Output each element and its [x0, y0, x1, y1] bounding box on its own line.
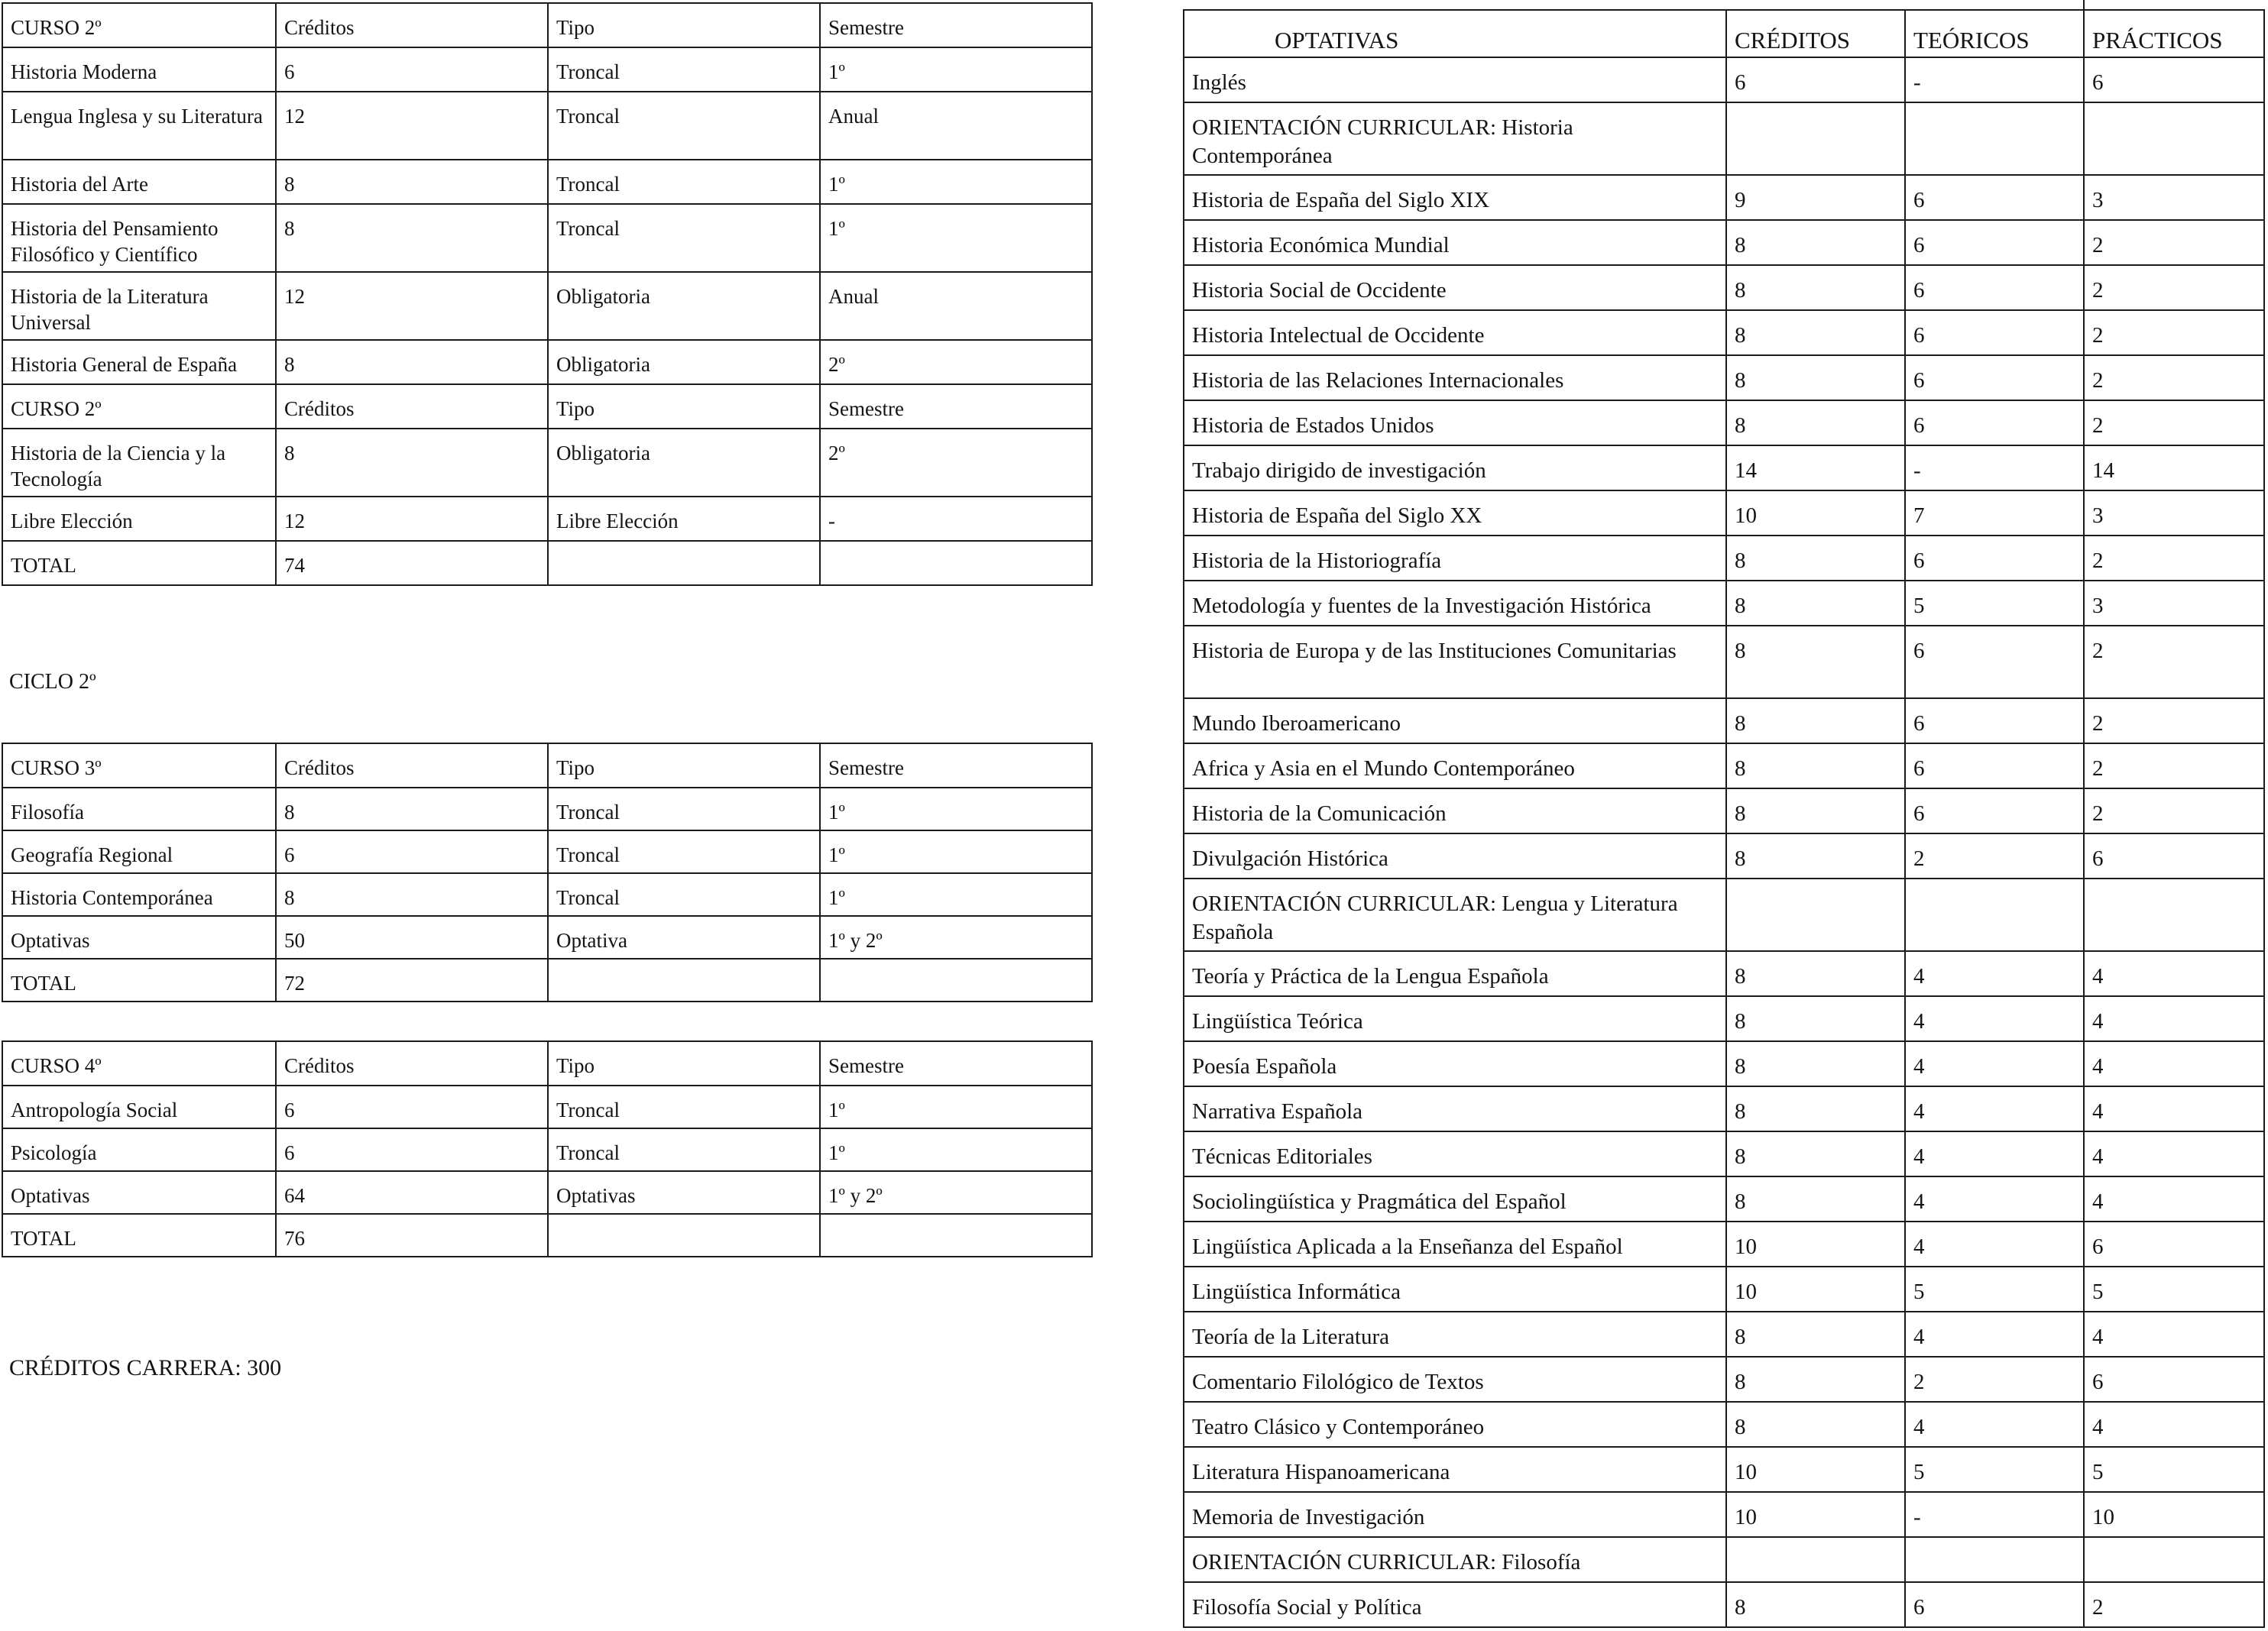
- table-cell: Optativas: [2, 1171, 276, 1214]
- table-row: [2, 1128, 1092, 1171]
- table-cell: ORIENTACIÓN CURRICULAR: Filosofía: [1184, 1537, 1726, 1582]
- table-cell: 4: [1905, 1312, 2084, 1357]
- table-cell: Semestre: [820, 743, 1092, 788]
- table-row: [1184, 1357, 2264, 1402]
- table-row: [1184, 1492, 2264, 1537]
- table-cell: Troncal: [548, 1086, 820, 1128]
- table-cell: 8: [1726, 1402, 1905, 1447]
- table-cell: 50: [276, 916, 548, 959]
- table-row: [1184, 490, 2264, 536]
- table-cell: 1º: [820, 1086, 1092, 1128]
- table-cell: CURSO 2º: [2, 384, 276, 429]
- table-cell: 6: [1905, 355, 2084, 400]
- table-cell: Historia Contemporánea: [2, 873, 276, 916]
- table-cell: 8: [276, 204, 548, 272]
- table-cell: 4: [1905, 951, 2084, 996]
- table-header-row: [1184, 10, 2264, 57]
- table-row: [1184, 1131, 2264, 1176]
- table-cell: [820, 1214, 1092, 1257]
- table-cell: Historia Económica Mundial: [1184, 220, 1726, 265]
- table-row: [1184, 445, 2264, 490]
- table-cell: [548, 541, 820, 585]
- table-row: [2, 830, 1092, 873]
- table-cell: Historia de España del Siglo XIX: [1184, 175, 1726, 220]
- table-row: [2, 340, 1092, 384]
- table-cell: 6: [1905, 400, 2084, 445]
- table-cell: 2: [1905, 833, 2084, 879]
- table-cell: 6: [276, 47, 548, 92]
- table-cell: Teatro Clásico y Contemporáneo: [1184, 1402, 1726, 1447]
- table-cell: 3: [2084, 490, 2264, 536]
- table-cell: 12: [276, 92, 548, 160]
- table-cell: 14: [1726, 445, 1905, 490]
- ciclo-heading: CICLO 2º: [9, 670, 96, 694]
- header-cell-optativas: OPTATIVAS: [1184, 10, 1726, 57]
- table-cell: Obligatoria: [548, 429, 820, 497]
- table-cell: 1º: [820, 788, 1092, 830]
- table-cell: 8: [1726, 220, 1905, 265]
- table-cell: CURSO 2º: [2, 3, 276, 47]
- table-cell: ORIENTACIÓN CURRICULAR: Historia Contemporánea: [1184, 102, 1726, 175]
- table-cell: CURSO 3º: [2, 743, 276, 788]
- table-row: [1184, 220, 2264, 265]
- table-cell: Historia Intelectual de Occidente: [1184, 310, 1726, 355]
- table-cell: 2: [2084, 355, 2264, 400]
- table-cell: 3: [2084, 175, 2264, 220]
- table-cell: 4: [2084, 1176, 2264, 1222]
- table-cell: Troncal: [548, 47, 820, 92]
- table-cell: 2: [2084, 743, 2264, 788]
- table-cell: 8: [1726, 1086, 1905, 1131]
- table-cell: 12: [276, 497, 548, 541]
- table-cell: 2: [2084, 400, 2264, 445]
- table-cell: 7: [1905, 490, 2084, 536]
- table-cell: 74: [276, 541, 548, 585]
- table-cell: 6: [1905, 265, 2084, 310]
- table-cell: ORIENTACIÓN CURRICULAR: Lengua y Literatura Española: [1184, 879, 1726, 951]
- table-row: [2, 47, 1092, 92]
- table-cell: Semestre: [820, 3, 1092, 47]
- table-cell: 8: [1726, 833, 1905, 879]
- table-cell: [1905, 879, 2084, 951]
- table-cell: [548, 1214, 820, 1257]
- table-cell: -: [1905, 445, 2084, 490]
- table-row: [2, 497, 1092, 541]
- table-row: [1184, 996, 2264, 1041]
- table-cell: Metodología y fuentes de la Investigación Histórica: [1184, 581, 1726, 626]
- table-cell: 14: [2084, 445, 2264, 490]
- table-cell: 6: [2084, 1222, 2264, 1267]
- table-cell: -: [1905, 1492, 2084, 1537]
- table-cell: Lingüística Aplicada a la Enseñanza del Español: [1184, 1222, 1726, 1267]
- table-cell: 1º: [820, 1128, 1092, 1171]
- curso-3-table: [2, 743, 1093, 1002]
- table-row: [1184, 743, 2264, 788]
- table-cell: 8: [1726, 1357, 1905, 1402]
- total-row: [2, 541, 1092, 585]
- table-row: [1184, 310, 2264, 355]
- table-cell: 4: [2084, 1402, 2264, 1447]
- table-cell: 1º: [820, 47, 1092, 92]
- table-cell: 1º y 2º: [820, 1171, 1092, 1214]
- table-cell: Historia de la Ciencia y la Tecnología: [2, 429, 276, 497]
- table-cell: Créditos: [276, 3, 548, 47]
- table-row: [1184, 833, 2264, 879]
- table-cell: 8: [1726, 743, 1905, 788]
- table-cell: Africa y Asia en el Mundo Contemporáneo: [1184, 743, 1726, 788]
- table-cell: Mundo Iberoamericano: [1184, 698, 1726, 743]
- table-cell: 4: [1905, 1086, 2084, 1131]
- table-cell: 6: [2084, 1357, 2264, 1402]
- table-row: [1184, 355, 2264, 400]
- table-cell: 8: [1726, 1312, 1905, 1357]
- table-row: [1184, 951, 2264, 996]
- table-cell: CURSO 4º: [2, 1041, 276, 1086]
- table-cell: Historia de las Relaciones Internacionales: [1184, 355, 1726, 400]
- table-cell: 2: [2084, 1582, 2264, 1627]
- table-cell: Libre Elección: [2, 497, 276, 541]
- table-cell: 10: [1726, 1447, 1905, 1492]
- table-cell: 8: [1726, 310, 1905, 355]
- table-cell: Troncal: [548, 204, 820, 272]
- table-cell: Créditos: [276, 384, 548, 429]
- table-cell: 1º: [820, 830, 1092, 873]
- section-row: [1184, 1537, 2264, 1582]
- table-cell: 8: [1726, 951, 1905, 996]
- header-cell-teoricos: TEÓRICOS: [1905, 10, 2084, 57]
- table-row: [1184, 788, 2264, 833]
- table-cell: Filosofía Social y Política: [1184, 1582, 1726, 1627]
- table-cell: 8: [1726, 400, 1905, 445]
- table-row: [1184, 581, 2264, 626]
- optativas-table: [1183, 9, 2265, 1628]
- table-cell: Filosofía: [2, 788, 276, 830]
- table-cell: -: [1905, 57, 2084, 102]
- table-cell: 6: [276, 1086, 548, 1128]
- table-cell: Optativa: [548, 916, 820, 959]
- table-cell: 2: [1905, 1357, 2084, 1402]
- table-row: [1184, 626, 2264, 698]
- table-header-row: [2, 1041, 1092, 1086]
- table-cell: 8: [1726, 1131, 1905, 1176]
- table-cell: Anual: [820, 92, 1092, 160]
- table-cell: TOTAL: [2, 541, 276, 585]
- table-cell: 76: [276, 1214, 548, 1257]
- table-cell: 1º: [820, 204, 1092, 272]
- table-row: [2, 429, 1092, 497]
- table-row: [1184, 698, 2264, 743]
- table-row: [1184, 1447, 2264, 1492]
- table-cell: [548, 959, 820, 1002]
- table-cell: 6: [1905, 626, 2084, 698]
- table-cell: 4: [1905, 1176, 2084, 1222]
- table-cell: 6: [1905, 698, 2084, 743]
- table-cell: 5: [2084, 1447, 2264, 1492]
- table-cell: 6: [2084, 833, 2264, 879]
- table-cell: Historia de la Comunicación: [1184, 788, 1726, 833]
- table-cell: 4: [1905, 1402, 2084, 1447]
- table-row: [1184, 265, 2264, 310]
- table-cell: 4: [2084, 996, 2264, 1041]
- table-cell: Historia Social de Occidente: [1184, 265, 1726, 310]
- table-row: [2, 788, 1092, 830]
- table-cell: Trabajo dirigido de investigación: [1184, 445, 1726, 490]
- table-row: [2, 1086, 1092, 1128]
- curso-4-table: [2, 1040, 1093, 1257]
- table-cell: 6: [276, 1128, 548, 1171]
- table-cell: Optativas: [2, 916, 276, 959]
- table-row: [1184, 1582, 2264, 1627]
- table-cell: Optativas: [548, 1171, 820, 1214]
- table-row: [1184, 57, 2264, 102]
- table-cell: TOTAL: [2, 959, 276, 1002]
- table-cell: 3: [2084, 581, 2264, 626]
- table-cell: 8: [1726, 581, 1905, 626]
- table-cell: Historia del Arte: [2, 160, 276, 204]
- table-row: [2, 204, 1092, 272]
- table-cell: [1905, 1537, 2084, 1582]
- table-cell: 8: [1726, 355, 1905, 400]
- table-cell: 10: [1726, 490, 1905, 536]
- table-row: [2, 873, 1092, 916]
- table-cell: 12: [276, 272, 548, 340]
- table-cell: 4: [1905, 996, 2084, 1041]
- table-row: [2, 92, 1092, 160]
- table-cell: 6: [1726, 57, 1905, 102]
- table-cell: 4: [2084, 1312, 2264, 1357]
- table-cell: 1º y 2º: [820, 916, 1092, 959]
- table-cell: Memoria de Investigación: [1184, 1492, 1726, 1537]
- table-cell: 6: [2084, 57, 2264, 102]
- table-cell: Historia del Pensamiento Filosófico y Científico: [2, 204, 276, 272]
- table-cell: 8: [1726, 788, 1905, 833]
- table-cell: Narrativa Española: [1184, 1086, 1726, 1131]
- table-cell: Troncal: [548, 160, 820, 204]
- table-row: [1184, 400, 2264, 445]
- table-cell: [820, 541, 1092, 585]
- table-cell: Lingüística Informática: [1184, 1267, 1726, 1312]
- table-cell: Troncal: [548, 1128, 820, 1171]
- table-cell: [820, 959, 1092, 1002]
- table-cell: -: [820, 497, 1092, 541]
- table-cell: 6: [1905, 220, 2084, 265]
- table-row: [2, 916, 1092, 959]
- table-cell: 2: [2084, 788, 2264, 833]
- table-cell: 2º: [820, 340, 1092, 384]
- header-cell-practicos: PRÁCTICOS: [2084, 10, 2264, 57]
- table-cell: Historia de Europa y de las Instituciones Comunitarias: [1184, 626, 1726, 698]
- table-cell: 8: [1726, 1582, 1905, 1627]
- table-cell: 2: [2084, 536, 2264, 581]
- table-cell: 8: [276, 873, 548, 916]
- table-cell: 2: [2084, 220, 2264, 265]
- table-cell: 5: [1905, 1447, 2084, 1492]
- table-cell: Teoría y Práctica de la Lengua Española: [1184, 951, 1726, 996]
- table-cell: 4: [2084, 1041, 2264, 1086]
- table-cell: Troncal: [548, 830, 820, 873]
- table-cell: 8: [1726, 626, 1905, 698]
- table-cell: 6: [1905, 175, 2084, 220]
- table-cell: 6: [276, 830, 548, 873]
- table-cell: 5: [1905, 1267, 2084, 1312]
- table-cell: Técnicas Editoriales: [1184, 1131, 1726, 1176]
- table-cell: 2: [2084, 626, 2264, 698]
- table-row: [1184, 1176, 2264, 1222]
- table-cell: Sociolingüística y Pragmática del Español: [1184, 1176, 1726, 1222]
- table-row: [1184, 1312, 2264, 1357]
- table-cell: Semestre: [820, 1041, 1092, 1086]
- table-cell: Tipo: [548, 384, 820, 429]
- table-cell: Comentario Filológico de Textos: [1184, 1357, 1726, 1402]
- table-cell: 6: [1905, 536, 2084, 581]
- table-cell: Poesía Española: [1184, 1041, 1726, 1086]
- table-row: [2, 160, 1092, 204]
- table-cell: Historia General de España: [2, 340, 276, 384]
- table-cell: 9: [1726, 175, 1905, 220]
- table-cell: 4: [2084, 1086, 2264, 1131]
- table-cell: 6: [1905, 743, 2084, 788]
- table-cell: [1726, 1537, 1905, 1582]
- table-cell: Geografía Regional: [2, 830, 276, 873]
- table-cell: Historia de la Literatura Universal: [2, 272, 276, 340]
- table-header-row: [2, 3, 1092, 47]
- section-row: [1184, 102, 2264, 175]
- table-cell: Tipo: [548, 743, 820, 788]
- table-cell: TOTAL: [2, 1214, 276, 1257]
- table-cell: [2084, 1537, 2264, 1582]
- table-cell: 8: [276, 160, 548, 204]
- total-row: [2, 1214, 1092, 1257]
- total-row: [2, 959, 1092, 1002]
- table-cell: 2: [2084, 265, 2264, 310]
- table-cell: 4: [1905, 1222, 2084, 1267]
- table-cell: [1905, 102, 2084, 175]
- curso-2-table: [2, 2, 1093, 586]
- table-row: [1184, 1041, 2264, 1086]
- table-cell: Obligatoria: [548, 340, 820, 384]
- table-cell: 10: [1726, 1492, 1905, 1537]
- table-cell: 10: [1726, 1267, 1905, 1312]
- table-cell: 6: [1905, 310, 2084, 355]
- table-cell: 6: [1905, 788, 2084, 833]
- table-cell: 4: [2084, 1131, 2264, 1176]
- table-cell: 6: [1905, 1582, 2084, 1627]
- table-cell: 2: [2084, 310, 2264, 355]
- table-cell: Historia Moderna: [2, 47, 276, 92]
- table-cell: 8: [276, 429, 548, 497]
- table-header-row: [2, 384, 1092, 429]
- table-cell: 8: [1726, 996, 1905, 1041]
- table-cell: Inglés: [1184, 57, 1726, 102]
- table-cell: Lengua Inglesa y su Literatura: [2, 92, 276, 160]
- table-cell: Semestre: [820, 384, 1092, 429]
- table-row: [1184, 1222, 2264, 1267]
- table-cell: Literatura Hispanoamericana: [1184, 1447, 1726, 1492]
- table-row: [1184, 536, 2264, 581]
- table-cell: Antropología Social: [2, 1086, 276, 1128]
- table-cell: Historia de Estados Unidos: [1184, 400, 1726, 445]
- table-cell: 10: [1726, 1222, 1905, 1267]
- header-cell-creditos: CRÉDITOS: [1726, 10, 1905, 57]
- table-cell: Créditos: [276, 1041, 548, 1086]
- table-cell: Obligatoria: [548, 272, 820, 340]
- table-cell: 2º: [820, 429, 1092, 497]
- table-cell: 2: [2084, 698, 2264, 743]
- section-row: [1184, 879, 2264, 951]
- table-cell: 5: [1905, 581, 2084, 626]
- table-cell: Divulgación Histórica: [1184, 833, 1726, 879]
- table-cell: 4: [1905, 1041, 2084, 1086]
- total-credits-text: CRÉDITOS CARRERA: 300: [9, 1355, 282, 1380]
- table-row: [1184, 1267, 2264, 1312]
- table-row: [2, 1171, 1092, 1214]
- table-cell: Tipo: [548, 1041, 820, 1086]
- table-cell: 8: [276, 340, 548, 384]
- table-cell: 8: [1726, 536, 1905, 581]
- table-cell: 10: [2084, 1492, 2264, 1537]
- table-cell: Teoría de la Literatura: [1184, 1312, 1726, 1357]
- table-cell: Anual: [820, 272, 1092, 340]
- table-row: [1184, 175, 2264, 220]
- table-cell: 4: [2084, 951, 2264, 996]
- table-row: [2, 272, 1092, 340]
- table-cell: 1º: [820, 873, 1092, 916]
- table-cell: 1º: [820, 160, 1092, 204]
- table-cell: 8: [276, 788, 548, 830]
- table-cell: 8: [1726, 1176, 1905, 1222]
- table-cell: [2084, 879, 2264, 951]
- table-cell: Historia de la Historiografía: [1184, 536, 1726, 581]
- table-cell: [1726, 102, 1905, 175]
- table-cell: Troncal: [548, 788, 820, 830]
- table-cell: 8: [1726, 1041, 1905, 1086]
- table-cell: Troncal: [548, 873, 820, 916]
- table-cell: 8: [1726, 698, 1905, 743]
- table-cell: Lingüística Teórica: [1184, 996, 1726, 1041]
- table-cell: 5: [2084, 1267, 2264, 1312]
- table-cell: 4: [1905, 1131, 2084, 1176]
- table-cell: 72: [276, 959, 548, 1002]
- table-cell: Libre Elección: [548, 497, 820, 541]
- table-row: [1184, 1086, 2264, 1131]
- table-cell: Troncal: [548, 92, 820, 160]
- table-cell: [2084, 102, 2264, 175]
- table-cell: Créditos: [276, 743, 548, 788]
- table-cell: 64: [276, 1171, 548, 1214]
- table-cell: [1726, 879, 1905, 951]
- table-row: [1184, 1402, 2264, 1447]
- table-cell: Historia de España del Siglo XX: [1184, 490, 1726, 536]
- table-cell: Psicología: [2, 1128, 276, 1171]
- table-cell: 8: [1726, 265, 1905, 310]
- table-cell: Tipo: [548, 3, 820, 47]
- table-header-row: [2, 743, 1092, 788]
